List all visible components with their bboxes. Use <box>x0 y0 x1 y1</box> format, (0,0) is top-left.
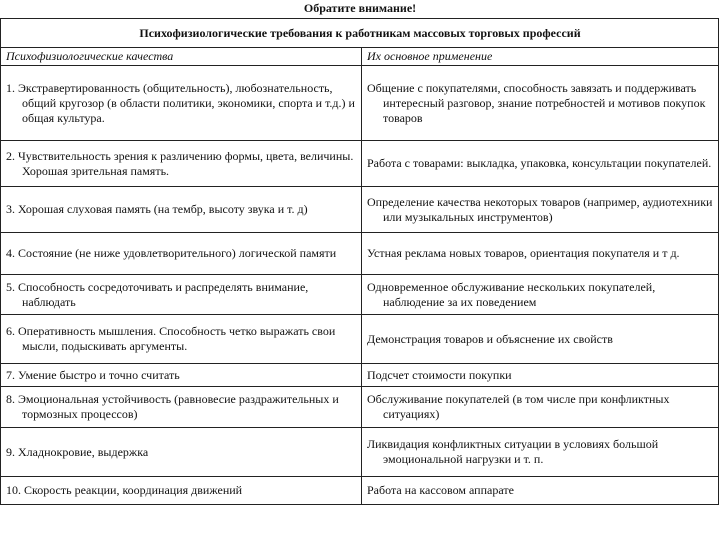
application-cell <box>362 187 719 233</box>
table-row <box>1 66 719 141</box>
quality-cell <box>1 233 362 275</box>
quality-text: 8. Эмоциональная устойчивость (равновесие раздражительных и тормозных процессов) <box>6 392 339 421</box>
application-cell <box>362 315 719 364</box>
table-row <box>1 364 719 387</box>
application-text: Подсчет стоимости покупки <box>367 367 512 382</box>
requirements-table <box>0 18 719 505</box>
table-row <box>1 387 719 428</box>
quality-cell <box>1 364 362 387</box>
application-text: Одновременное обслуживание нескольких покупателей, наблюдение за их поведением <box>367 279 656 309</box>
quality-cell <box>1 187 362 233</box>
quality-text: 9. Хладнокровие, выдержка <box>6 444 149 459</box>
application-cell <box>362 477 719 505</box>
table-title: Психофизиологические требования к работникам массовых торговых профессий <box>1 19 719 48</box>
table-row <box>1 275 719 315</box>
application-text: Устная реклама новых товаров, ориентация покупателя и т д. <box>367 246 680 260</box>
application-text: Работа на кассовом аппарате <box>367 483 514 497</box>
header-qualities: Психофизиологические качества <box>1 48 362 66</box>
application-cell <box>362 275 719 315</box>
application-cell <box>362 233 719 275</box>
application-cell <box>362 141 719 187</box>
quality-cell <box>1 315 362 364</box>
application-text: Определение качества некоторых товаров (например, аудиотехники или музыкальных инструментов) <box>367 194 713 224</box>
table-title-row <box>1 19 719 48</box>
quality-cell <box>1 387 362 428</box>
application-text: Ликвидация конфликтных ситуации в условиях большой эмоциональной нагрузки и т. п. <box>367 437 659 466</box>
quality-text: 7. Умение быстро и точно считать <box>6 367 180 382</box>
application-text: Демонстрация товаров и объяснение их свойств <box>367 331 613 346</box>
table-row <box>1 428 719 477</box>
quality-cell <box>1 141 362 187</box>
quality-text: 1. Экстравертированность (общительность), любознательность, общий кругозор (в области политики, экономики, спорта и т.д.) и общая культура. <box>6 80 355 125</box>
table-row <box>1 477 719 505</box>
application-text: Работа с товарами: выкладка, упаковка, консультации покупателей. <box>367 156 712 170</box>
header-application: Их основное применение <box>362 48 719 66</box>
application-cell <box>362 387 719 428</box>
application-cell <box>362 66 719 141</box>
quality-cell <box>1 66 362 141</box>
quality-cell <box>1 477 362 505</box>
quality-cell <box>1 428 362 477</box>
quality-text: 4. Состояние (не ниже удовлетворительного) логической памяти <box>6 246 337 260</box>
application-cell <box>362 364 719 387</box>
table-row <box>1 187 719 233</box>
application-text: Обслуживание покупателей (в том числе при конфликтных ситуациях) <box>367 392 670 421</box>
table-row <box>1 233 719 275</box>
quality-cell <box>1 275 362 315</box>
quality-text: 6. Оперативность мышления. Способность четко выражать свои мысли, подыскивать аргументы. <box>6 324 336 353</box>
quality-text: 10. Скорость реакции, координация движений <box>6 483 243 497</box>
table-header-row <box>1 48 719 66</box>
quality-text: 3. Хорошая слуховая память (на тембр, высоту звука и т. д) <box>6 202 308 216</box>
table-row <box>1 141 719 187</box>
application-text: Общение с покупателями, способность завязать и поддерживать интересный разговор, знание потребностей и мотивов покупок товаров <box>367 80 706 125</box>
quality-text: 2. Чувствительность зрения к различению формы, цвета, величины. Хорошая зрительная память. <box>6 148 354 178</box>
notice-heading: Обратите внимание! <box>303 1 417 15</box>
quality-text: 5. Способность сосредоточивать и распределять внимание, наблюдать <box>6 279 309 309</box>
table-row <box>1 315 719 364</box>
application-cell <box>362 428 719 477</box>
